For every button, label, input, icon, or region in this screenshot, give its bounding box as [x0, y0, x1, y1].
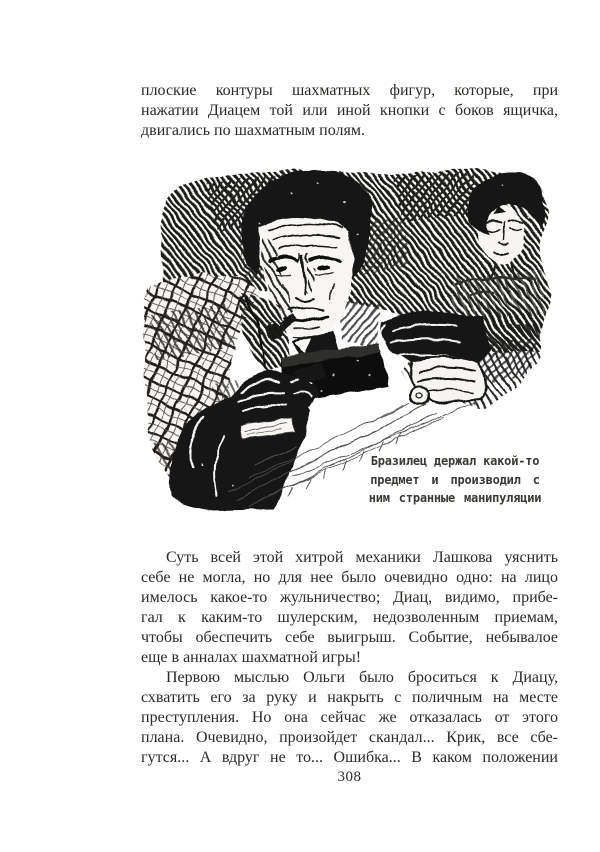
text-line: двигались по шахматным полям. [141, 122, 365, 139]
text-line: еще в анналах шахматной игры! [141, 649, 362, 666]
text-line: гутся... А вдруг не то... Ошибка... В каком положении [141, 749, 558, 766]
text-line: себе не могла, но для нее было очевидно одно: на лицо [141, 569, 558, 586]
text-line: Первою мыслью Ольги было броситься к Диацу, [166, 669, 558, 686]
caption-line: ним странные манипуляции [368, 491, 542, 505]
caption-line: Бразилец держал какой-то [370, 454, 540, 468]
text-line: преступления. Но она сейчас же отказалась от этого [141, 709, 558, 726]
text-line: плана. Очевидно, произойдет скандал... Крик, все сбе- [141, 729, 558, 746]
text-line: плоские контуры шахматных фигур, которые, при [141, 82, 558, 99]
paragraph [141, 668, 558, 768]
text-line: нажатии Диацем той или иной кнопки с боков ящичка, [141, 102, 558, 119]
text-line: чтобы обеспечить себе выигрыш. Событие, небывалое [141, 629, 558, 646]
text-line: имелось какое-то жульничество; Диац, видимо, прибе- [141, 589, 558, 606]
paragraph [141, 548, 558, 668]
text-line: гал к каким-то шулерским, недозволенным приемам, [141, 609, 558, 626]
text-line: схватить его за руку и накрыть с поличным на месте [141, 689, 558, 706]
illustration-caption [352, 452, 558, 508]
paragraph [141, 81, 558, 141]
left-hand [232, 363, 326, 419]
caption-line: предмет и производил с [370, 472, 540, 487]
text-line: Суть всей этой хитрой механики Лашкова уяснить [166, 549, 558, 566]
page-number: 308 [337, 769, 362, 785]
